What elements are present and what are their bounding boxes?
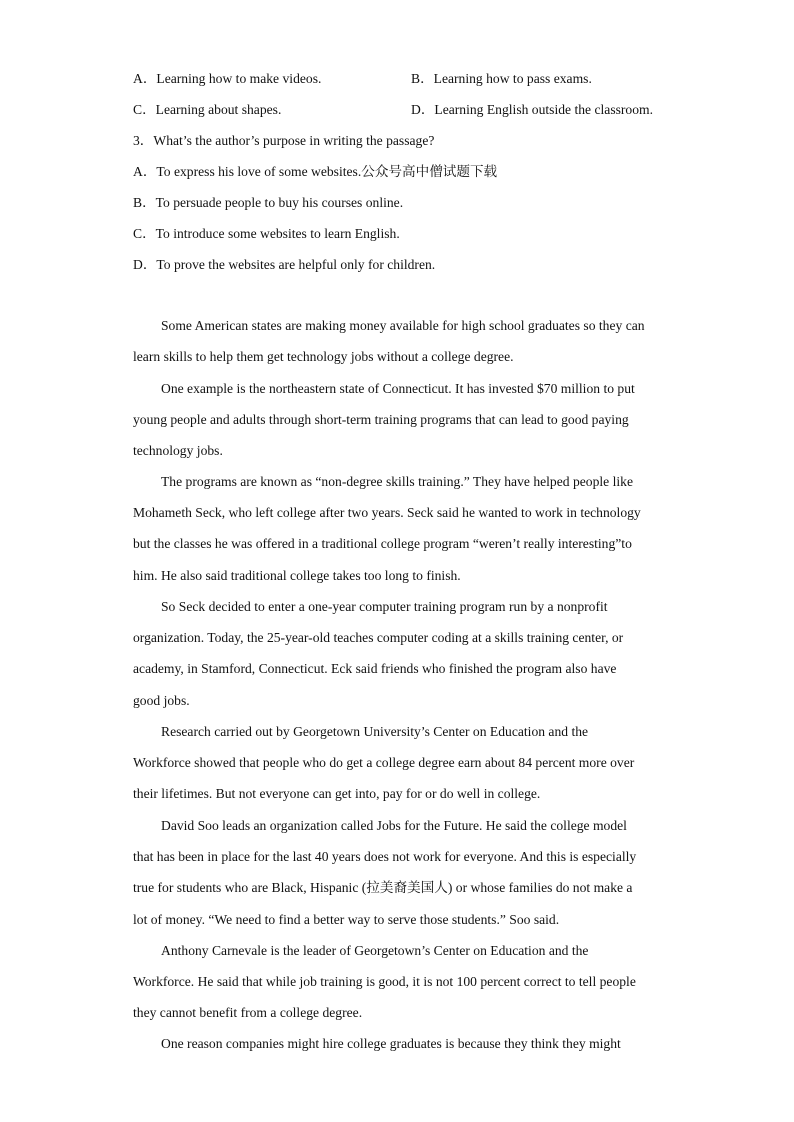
passage-line: but the classes he was offered in a traditional college program “weren’t really interesting”to [133,536,632,552]
q3-option-d: D．To prove the websites are helpful only for children. [133,257,436,272]
passage-line: Anthony Carnevale is the leader of Georgetown’s Center on Education and the [161,943,589,958]
passage-line: Mohameth Seck, who left college after two years. Seck said he wanted to work in technology [133,505,641,521]
passage-line: him. He also said traditional college takes too long to finish. [133,567,461,583]
passage-line: good jobs. [133,692,190,708]
passage-line: One reason companies might hire college graduates is because they think they might [161,1036,621,1051]
q2-option-d: D．Learning English outside the classroom. [411,102,653,117]
passage-line: learn skills to help them get technology jobs without a college degree. [133,349,514,365]
passage-line: their lifetimes. But not everyone can get into, pay for or do well in college. [133,786,541,802]
passage-line: technology jobs. [133,442,223,458]
passage-line: Workforce showed that people who do get a college degree earn about 84 percent more over [133,755,635,771]
passage-line: Research carried out by Georgetown University’s Center on Education and the [161,724,589,739]
passage-line: they cannot benefit from a college degree. [133,1005,363,1021]
passage-paragraph-1 [133,316,668,378]
passage-line: David Soo leads an organization called Jobs for the Future. He said the college model [161,818,627,833]
passage-line: organization. Today, the 25-year-old teaches computer coding at a skills training center, or [133,630,624,646]
passage-line: true for students who are Black, Hispanic (拉美裔美国人) or whose families do not make a [133,880,633,896]
passage-paragraph-3 [133,472,668,597]
passage-line: that has been in place for the last 40 years does not work for everyone. And this is especially [133,849,637,865]
passage-line: One example is the northeastern state of Connecticut. It has invested $70 million to put [161,380,635,396]
q3-option-c: C．To introduce some websites to learn English. [133,226,400,241]
passage-line: So Seck decided to enter a one-year computer training program run by a nonprofit [161,599,608,614]
q3-option-b: B．To persuade people to buy his courses online. [133,195,404,210]
q2-option-c: C．Learning about shapes. [133,102,282,117]
q3-stem: 3．What’s the author’s purpose in writing the passage? [133,133,435,148]
passage-line: Some American states are making money available for high school graduates so they can [161,318,645,333]
passage-paragraph-7 [133,941,668,1035]
q2-options-row-1 [133,67,693,87]
passage-paragraph-2 [133,379,668,473]
q2-options-row-2 [133,98,693,118]
passage-paragraph-6 [133,816,668,941]
passage-line: lot of money. “We need to find a better way to serve those students.” Soo said. [133,911,560,927]
passage-paragraph-4 [133,597,668,722]
passage-paragraph-8 [133,1034,668,1065]
passage-line: young people and adults through short-term training programs that can lead to good paying [133,411,629,427]
q2-option-a: A．Learning how to make videos. [133,71,322,86]
q3-option-a: A．To express his love of some websites.公众号高中僧试题下载 [133,164,498,179]
q2-option-b: B．Learning how to pass exams. [411,71,592,86]
passage-paragraph-5 [133,722,668,816]
passage-line: Workforce. He said that while job training is good, it is not 100 percent correct to tell people [133,974,636,990]
passage-line: academy, in Stamford, Connecticut. Eck said friends who finished the program also have [133,661,617,677]
passage-line: The programs are known as “non-degree skills training.” They have helped people like [161,474,633,489]
